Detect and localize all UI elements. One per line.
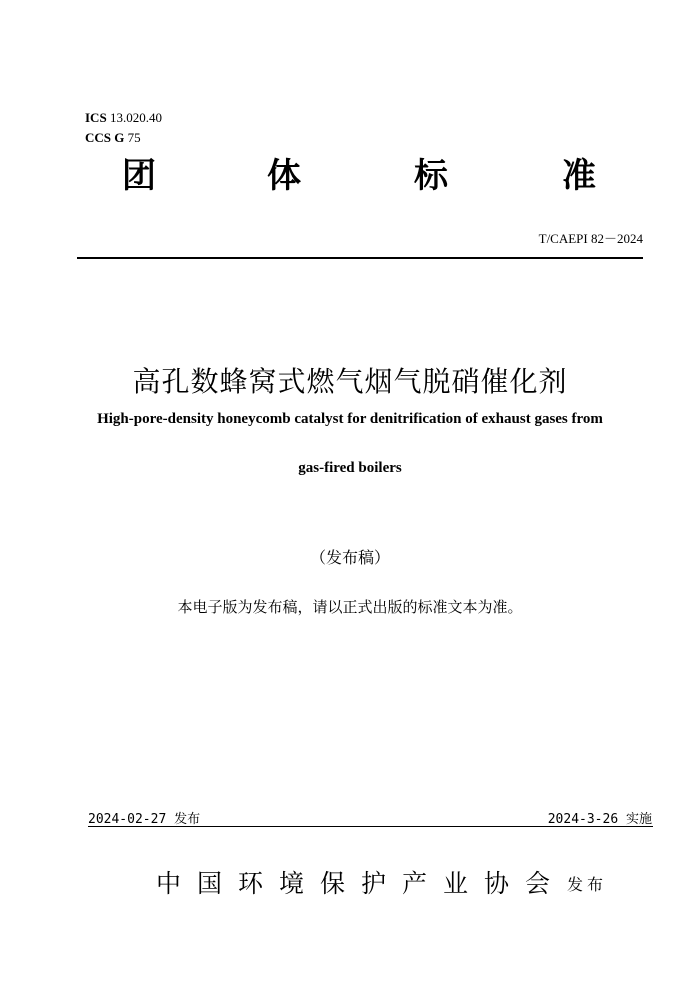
title-english-line2: gas-fired boilers xyxy=(298,460,402,476)
title-english-line1: High-pore-density honeycomb catalyst for denitrification of exhaust gases from xyxy=(97,411,603,427)
title-chinese: 高孔数蜂窝式燃气烟气脱硝催化剂 xyxy=(132,365,568,398)
standard-type-char: 体 xyxy=(267,156,301,196)
ics-code: ICS 13.020.40 xyxy=(85,110,162,125)
standard-number: T/CAEPI 82－2024 xyxy=(538,231,643,246)
footer-divider xyxy=(88,826,653,827)
standard-type-char: 团 xyxy=(122,156,156,196)
publish-label: 发布 xyxy=(567,877,608,894)
header-divider xyxy=(77,257,643,259)
implement-date: 2024-3-26 实施 xyxy=(547,812,652,827)
publisher-name: 中国环境保护产业协会 xyxy=(156,871,567,898)
standard-type-char: 准 xyxy=(562,156,596,196)
standard-type-heading xyxy=(0,148,700,194)
ccs-code: CCS G 75 xyxy=(85,130,141,145)
standard-type-char: 标 xyxy=(414,156,448,196)
publish-date: 2024-02-27 发布 xyxy=(88,812,201,827)
draft-stage: （发布稿） xyxy=(309,550,390,567)
electronic-version-notice: 本电子版为发布稿，请以正式出版的标准文本为准。 xyxy=(177,600,523,616)
classification-codes xyxy=(85,108,162,148)
